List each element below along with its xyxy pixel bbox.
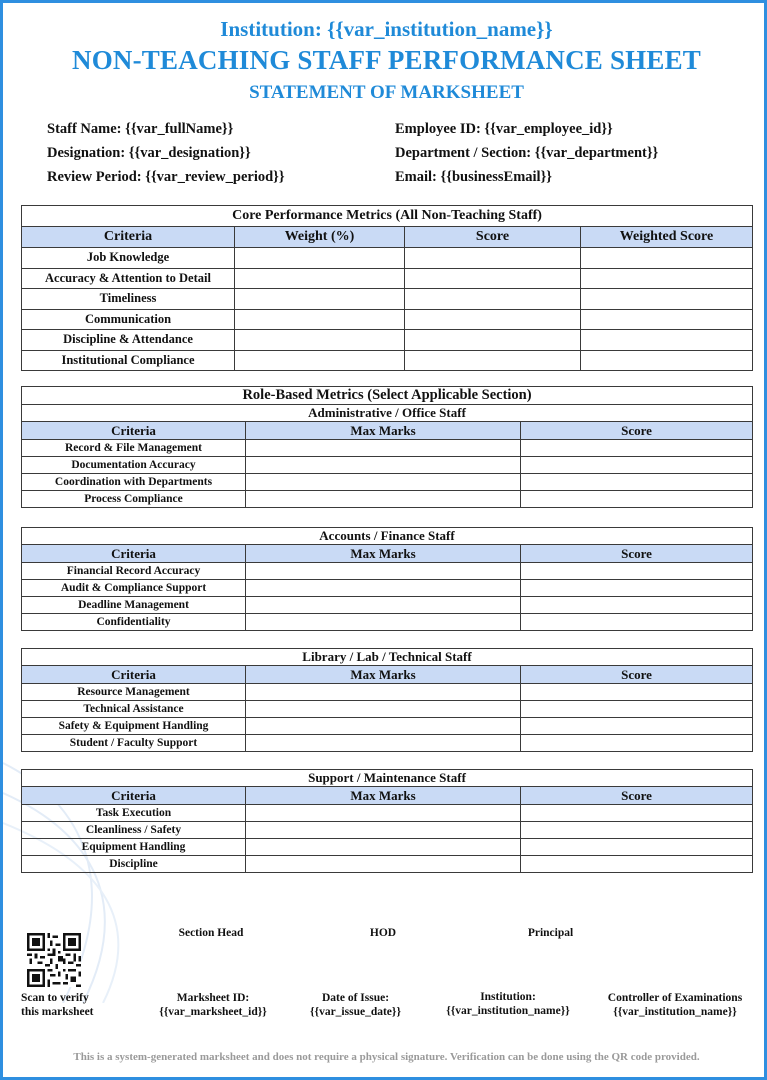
column-header: Criteria <box>22 787 246 805</box>
score-cell[interactable] <box>405 289 581 310</box>
table-row <box>22 248 753 269</box>
role-library-table <box>21 648 753 752</box>
role-metrics-title: Role-Based Metrics (Select Applicable Section) <box>22 387 753 405</box>
designation: Designation: {{var_designation}} <box>47 145 251 161</box>
weighted-score-cell[interactable] <box>581 330 753 351</box>
table-row <box>22 684 753 701</box>
table-row <box>22 597 753 614</box>
score-cell[interactable] <box>405 350 581 371</box>
principal-signature: Principal <box>527 927 574 939</box>
criteria-cell: Resource Management <box>22 684 246 701</box>
score-cell[interactable] <box>405 268 581 289</box>
scan-line-2: this marksheet <box>21 1006 94 1018</box>
controller-value: {{var_institution_name}} <box>613 1006 737 1018</box>
score-cell[interactable] <box>521 856 753 873</box>
core-metrics-title: Core Performance Metrics (All Non-Teaching Staff) <box>22 206 753 227</box>
criteria-cell: Cleanliness / Safety <box>22 822 246 839</box>
max-marks-cell[interactable] <box>246 597 521 614</box>
table-row <box>22 491 753 508</box>
review-period: Review Period: {{var_review_period}} <box>47 169 285 185</box>
weight-cell[interactable] <box>235 289 405 310</box>
controller-block <box>595 992 755 1018</box>
criteria-cell: Process Compliance <box>22 491 246 508</box>
issue-date-block <box>293 992 418 1018</box>
table-row <box>22 735 753 752</box>
section-title-accounts: Accounts / Finance Staff <box>22 528 753 545</box>
max-marks-cell[interactable] <box>246 457 521 474</box>
criteria-cell: Discipline <box>22 856 246 873</box>
score-cell[interactable] <box>521 597 753 614</box>
criteria-cell: Task Execution <box>22 805 246 822</box>
page-title: NON-TEACHING STAFF PERFORMANCE SHEET <box>72 45 701 75</box>
section-title-library: Library / Lab / Technical Staff <box>22 649 753 666</box>
table-row <box>22 268 753 289</box>
criteria-cell: Deadline Management <box>22 597 246 614</box>
institution-heading: Institution: {{var_institution_name}} <box>220 17 553 41</box>
section-title-support: Support / Maintenance Staff <box>22 770 753 787</box>
criteria-cell: Institutional Compliance <box>22 350 235 371</box>
criteria-cell: Safety & Equipment Handling <box>22 718 246 735</box>
weight-cell[interactable] <box>235 309 405 330</box>
max-marks-cell[interactable] <box>246 856 521 873</box>
table-row <box>22 718 753 735</box>
criteria-cell: Record & File Management <box>22 440 246 457</box>
column-header: Score <box>521 787 753 805</box>
page-subtitle: STATEMENT OF MARKSHEET <box>249 82 524 103</box>
criteria-cell: Student / Faculty Support <box>22 735 246 752</box>
score-cell[interactable] <box>405 330 581 351</box>
criteria-cell: Discipline & Attendance <box>22 330 235 351</box>
qr-code-icon[interactable] <box>27 933 81 987</box>
table-row <box>22 309 753 330</box>
column-header: Max Marks <box>246 545 521 563</box>
table-row <box>22 822 753 839</box>
weighted-score-cell[interactable] <box>581 289 753 310</box>
score-cell[interactable] <box>521 440 753 457</box>
scan-line-1: Scan to verify <box>21 992 89 1004</box>
score-cell[interactable] <box>521 718 753 735</box>
max-marks-cell[interactable] <box>246 718 521 735</box>
verification-note: This is a system-generated marksheet and does not require a physical signature. Verification can be done using the QR code provided. <box>73 1051 700 1063</box>
controller-label: Controller of Examinations <box>607 992 743 1004</box>
column-header: Criteria <box>22 422 246 440</box>
weighted-score-cell[interactable] <box>581 309 753 330</box>
score-cell[interactable] <box>521 491 753 508</box>
score-cell[interactable] <box>521 839 753 856</box>
weight-cell[interactable] <box>235 330 405 351</box>
institution-label: Institution: <box>480 991 536 1003</box>
employee-id: Employee ID: {{var_employee_id}} <box>395 121 613 137</box>
table-row <box>22 839 753 856</box>
score-cell[interactable] <box>521 474 753 491</box>
institution-value: {{var_institution_name}} <box>446 1005 570 1017</box>
max-marks-cell[interactable] <box>246 839 521 856</box>
column-header: Score <box>521 666 753 684</box>
max-marks-cell[interactable] <box>246 822 521 839</box>
column-header: Score <box>521 545 753 563</box>
score-cell[interactable] <box>405 309 581 330</box>
table-row <box>22 805 753 822</box>
table-row <box>22 440 753 457</box>
table-row <box>22 563 753 580</box>
max-marks-cell[interactable] <box>246 614 521 631</box>
core-metrics-table <box>21 205 753 371</box>
criteria-cell: Technical Assistance <box>22 701 246 718</box>
score-cell[interactable] <box>521 457 753 474</box>
role-admin-table <box>21 386 753 508</box>
column-header: Max Marks <box>246 666 521 684</box>
criteria-cell: Audit & Compliance Support <box>22 580 246 597</box>
max-marks-cell[interactable] <box>246 563 521 580</box>
column-header: Score <box>405 227 581 248</box>
table-row <box>22 474 753 491</box>
score-cell[interactable] <box>521 563 753 580</box>
section-head-signature: Section Head <box>178 927 244 939</box>
marksheet-id-value: {{var_marksheet_id}} <box>159 1006 267 1018</box>
institution-block <box>428 991 588 1017</box>
weight-cell[interactable] <box>235 350 405 371</box>
criteria-cell: Equipment Handling <box>22 839 246 856</box>
score-cell[interactable] <box>521 701 753 718</box>
column-header: Criteria <box>22 227 235 248</box>
max-marks-cell[interactable] <box>246 701 521 718</box>
issue-date-value: {{var_issue_date}} <box>310 1006 401 1018</box>
marksheet-id-block <box>143 992 283 1018</box>
max-marks-cell[interactable] <box>246 735 521 752</box>
criteria-cell: Financial Record Accuracy <box>22 563 246 580</box>
table-row <box>22 457 753 474</box>
table-row <box>22 289 753 310</box>
table-row <box>22 856 753 873</box>
department: Department / Section: {{var_department}} <box>395 145 659 161</box>
criteria-cell: Timeliness <box>22 289 235 310</box>
max-marks-cell[interactable] <box>246 580 521 597</box>
column-header: Max Marks <box>246 787 521 805</box>
issue-date-label: Date of Issue: <box>321 992 390 1004</box>
role-accounts-table <box>21 527 753 631</box>
criteria-cell: Coordination with Departments <box>22 474 246 491</box>
table-row <box>22 701 753 718</box>
score-cell[interactable] <box>521 580 753 597</box>
staff-name: Staff Name: {{var_fullName}} <box>47 121 234 137</box>
column-header: Criteria <box>22 545 246 563</box>
section-title-admin: Administrative / Office Staff <box>22 405 753 422</box>
score-cell[interactable] <box>521 805 753 822</box>
column-header: Weighted Score <box>581 227 753 248</box>
criteria-cell: Communication <box>22 309 235 330</box>
table-row <box>22 580 753 597</box>
criteria-cell: Confidentiality <box>22 614 246 631</box>
scan-label <box>21 992 111 1018</box>
score-cell[interactable] <box>521 822 753 839</box>
max-marks-cell[interactable] <box>246 440 521 457</box>
score-cell[interactable] <box>405 248 581 269</box>
weighted-score-cell[interactable] <box>581 350 753 371</box>
table-row <box>22 330 753 351</box>
criteria-cell: Accuracy & Attention to Detail <box>22 268 235 289</box>
column-header: Max Marks <box>246 422 521 440</box>
max-marks-cell[interactable] <box>246 474 521 491</box>
score-cell[interactable] <box>521 684 753 701</box>
max-marks-cell[interactable] <box>246 684 521 701</box>
score-cell[interactable] <box>521 614 753 631</box>
max-marks-cell[interactable] <box>246 805 521 822</box>
table-row <box>22 614 753 631</box>
column-header: Weight (%) <box>235 227 405 248</box>
table-row <box>22 350 753 371</box>
weighted-score-cell[interactable] <box>581 268 753 289</box>
role-support-table <box>21 769 753 873</box>
column-header: Criteria <box>22 666 246 684</box>
weighted-score-cell[interactable] <box>581 248 753 269</box>
criteria-cell: Job Knowledge <box>22 248 235 269</box>
email: Email: {{businessEmail}} <box>395 169 553 185</box>
hod-signature: HOD <box>369 927 397 939</box>
score-cell[interactable] <box>521 735 753 752</box>
weight-cell[interactable] <box>235 268 405 289</box>
marksheet-id-label: Marksheet ID: <box>176 992 250 1004</box>
max-marks-cell[interactable] <box>246 491 521 508</box>
criteria-cell: Documentation Accuracy <box>22 457 246 474</box>
weight-cell[interactable] <box>235 248 405 269</box>
column-header: Score <box>521 422 753 440</box>
